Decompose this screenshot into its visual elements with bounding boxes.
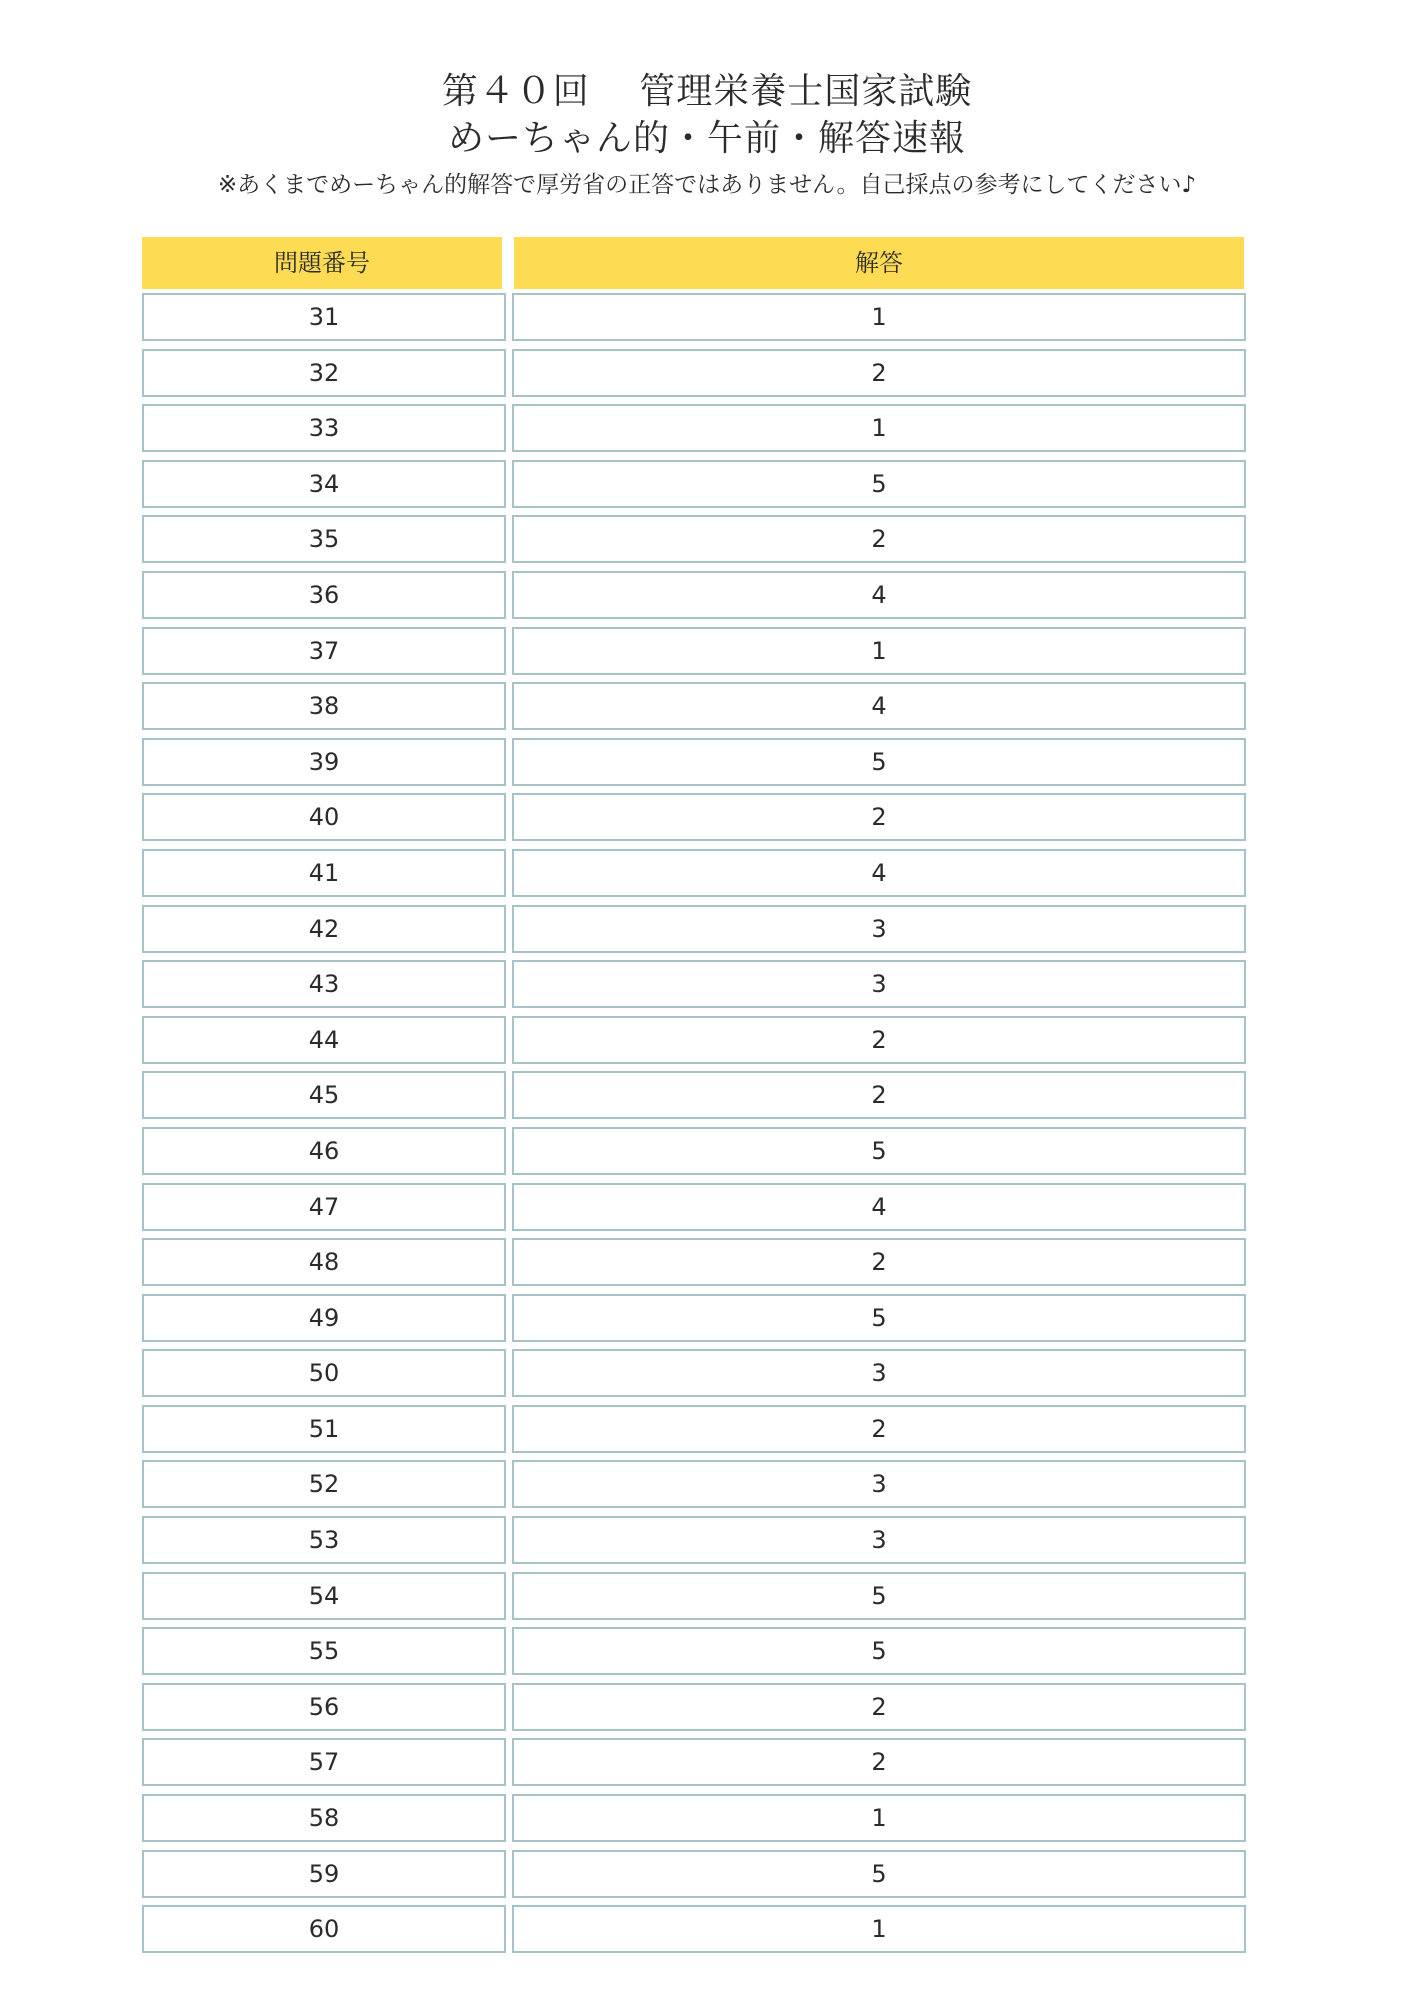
table-row bbox=[0, 1738, 1414, 1794]
table-row bbox=[0, 1516, 1414, 1572]
question-number-cell: 59 bbox=[142, 1850, 506, 1898]
answer-cell: 2 bbox=[512, 1238, 1246, 1286]
disclaimer-note: ※あくまでめーちゃん的解答で厚労省の正答ではありません。自己採点の参考にしてください♪ bbox=[217, 172, 1197, 198]
question-number-cell: 58 bbox=[142, 1794, 506, 1842]
answer-cell: 2 bbox=[512, 1738, 1246, 1786]
question-number-cell: 51 bbox=[142, 1405, 506, 1453]
table-row bbox=[0, 1294, 1414, 1350]
table-row bbox=[0, 571, 1414, 627]
table-row bbox=[0, 960, 1414, 1016]
table-row bbox=[0, 1405, 1414, 1461]
answer-cell: 5 bbox=[512, 460, 1246, 508]
answer-cell: 5 bbox=[512, 1127, 1246, 1175]
column-header-question-number: 問題番号 bbox=[142, 237, 502, 289]
table-row bbox=[0, 1071, 1414, 1127]
question-number-cell: 60 bbox=[142, 1905, 506, 1953]
answer-cell: 3 bbox=[512, 905, 1246, 953]
answer-cell: 1 bbox=[512, 1905, 1246, 1953]
table-row bbox=[0, 682, 1414, 738]
table-row bbox=[0, 1850, 1414, 1906]
page-title: 第４０回 管理栄養士国家試験 bbox=[441, 71, 973, 112]
answer-cell: 2 bbox=[512, 1405, 1246, 1453]
question-number-cell: 55 bbox=[142, 1627, 506, 1675]
answer-cell: 4 bbox=[512, 1183, 1246, 1231]
table-row bbox=[0, 293, 1414, 349]
table-row bbox=[0, 1460, 1414, 1516]
question-number-cell: 48 bbox=[142, 1238, 506, 1286]
table-row bbox=[0, 1016, 1414, 1072]
answer-cell: 2 bbox=[512, 515, 1246, 563]
answer-cell: 2 bbox=[512, 1016, 1246, 1064]
answer-cell: 3 bbox=[512, 960, 1246, 1008]
question-number-cell: 38 bbox=[142, 682, 506, 730]
answer-cell: 5 bbox=[512, 738, 1246, 786]
table-row bbox=[0, 1572, 1414, 1628]
answer-cell: 1 bbox=[512, 404, 1246, 452]
answer-cell: 4 bbox=[512, 682, 1246, 730]
table-row bbox=[0, 1683, 1414, 1739]
table-row bbox=[0, 1905, 1414, 1961]
answer-cell: 5 bbox=[512, 1572, 1246, 1620]
answer-cell: 1 bbox=[512, 1794, 1246, 1842]
question-number-cell: 41 bbox=[142, 849, 506, 897]
question-number-cell: 50 bbox=[142, 1349, 506, 1397]
question-number-cell: 39 bbox=[142, 738, 506, 786]
table-row bbox=[0, 404, 1414, 460]
question-number-cell: 45 bbox=[142, 1071, 506, 1119]
answer-cell: 1 bbox=[512, 293, 1246, 341]
question-number-cell: 53 bbox=[142, 1516, 506, 1564]
table-row bbox=[0, 1794, 1414, 1850]
question-number-cell: 37 bbox=[142, 627, 506, 675]
table-row bbox=[0, 1627, 1414, 1683]
answer-cell: 2 bbox=[512, 793, 1246, 841]
question-number-cell: 46 bbox=[142, 1127, 506, 1175]
answer-table-body bbox=[0, 293, 1414, 1961]
table-row bbox=[0, 460, 1414, 516]
page-subtitle: めーちゃん的・午前・解答速報 bbox=[447, 118, 966, 159]
answer-cell: 4 bbox=[512, 849, 1246, 897]
question-number-cell: 54 bbox=[142, 1572, 506, 1620]
question-number-cell: 43 bbox=[142, 960, 506, 1008]
table-row bbox=[0, 515, 1414, 571]
answer-cell: 5 bbox=[512, 1294, 1246, 1342]
question-number-cell: 44 bbox=[142, 1016, 506, 1064]
question-number-cell: 35 bbox=[142, 515, 506, 563]
table-row bbox=[0, 793, 1414, 849]
table-row bbox=[0, 849, 1414, 905]
table-row bbox=[0, 1127, 1414, 1183]
table-row bbox=[0, 627, 1414, 683]
question-number-cell: 31 bbox=[142, 293, 506, 341]
answer-cell: 2 bbox=[512, 1683, 1246, 1731]
table-row bbox=[0, 1349, 1414, 1405]
table-row bbox=[0, 738, 1414, 794]
question-number-cell: 47 bbox=[142, 1183, 506, 1231]
answer-cell: 2 bbox=[512, 349, 1246, 397]
answer-cell: 2 bbox=[512, 1071, 1246, 1119]
answer-cell: 5 bbox=[512, 1850, 1246, 1898]
answer-cell: 1 bbox=[512, 627, 1246, 675]
question-number-cell: 32 bbox=[142, 349, 506, 397]
answer-cell: 5 bbox=[512, 1627, 1246, 1675]
question-number-cell: 56 bbox=[142, 1683, 506, 1731]
table-row bbox=[0, 905, 1414, 961]
question-number-cell: 42 bbox=[142, 905, 506, 953]
table-row bbox=[0, 349, 1414, 405]
question-number-cell: 40 bbox=[142, 793, 506, 841]
question-number-cell: 36 bbox=[142, 571, 506, 619]
question-number-cell: 34 bbox=[142, 460, 506, 508]
answer-cell: 3 bbox=[512, 1349, 1246, 1397]
table-row bbox=[0, 1183, 1414, 1239]
question-number-cell: 33 bbox=[142, 404, 506, 452]
column-header-answer: 解答 bbox=[514, 237, 1244, 289]
question-number-cell: 57 bbox=[142, 1738, 506, 1786]
answer-cell: 4 bbox=[512, 571, 1246, 619]
answer-cell: 3 bbox=[512, 1516, 1246, 1564]
question-number-cell: 49 bbox=[142, 1294, 506, 1342]
question-number-cell: 52 bbox=[142, 1460, 506, 1508]
table-row bbox=[0, 1238, 1414, 1294]
answer-cell: 3 bbox=[512, 1460, 1246, 1508]
